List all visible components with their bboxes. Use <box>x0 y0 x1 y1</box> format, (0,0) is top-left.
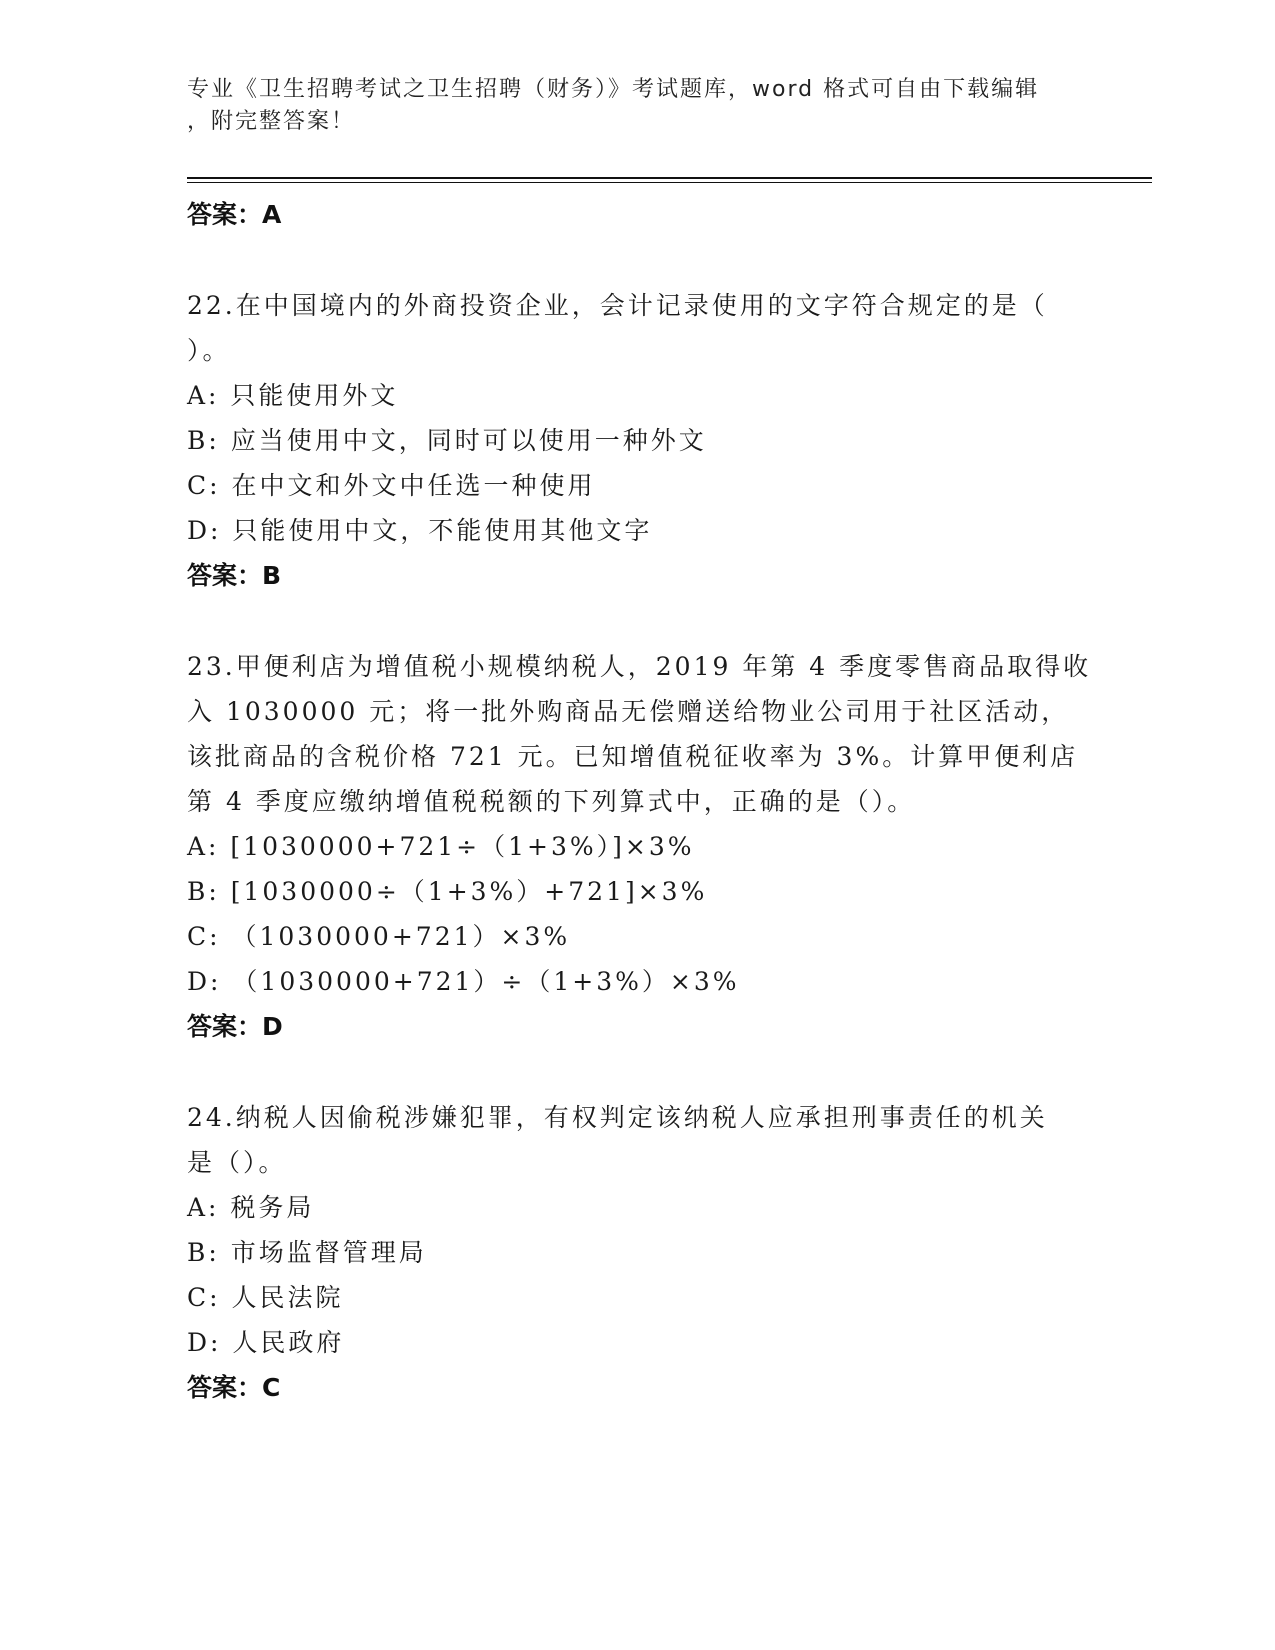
question-stem-line: 23.甲便利店为增值税小规模纳税人，2019 年第 4 季度零售商品取得收 <box>187 652 1092 681</box>
previous-answer: 答案：A <box>187 200 282 229</box>
document-header <box>187 74 1087 138</box>
question-stem-line: 24.纳税人因偷税涉嫌犯罪，有权判定该纳税人应承担刑事责任的机关 <box>187 1103 1048 1132</box>
question-22 <box>187 283 1087 598</box>
question-stem-line: ）。 <box>187 336 231 365</box>
option-b: B: [1030000÷（1+3%）+721]×3% <box>187 877 708 906</box>
option-a: A: 只能使用外文 <box>187 381 399 410</box>
question-list <box>187 192 1092 1410</box>
option-d: D: 人民政府 <box>187 1328 345 1357</box>
question-24 <box>187 1095 1087 1410</box>
question-stem-line: 22.在中国境内的外商投资企业，会计记录使用的文字符合规定的是（ <box>187 291 1048 320</box>
option-c: C: 在中文和外文中任选一种使用 <box>187 471 596 500</box>
option-c: C: 人民法院 <box>187 1283 344 1312</box>
header-rule-thin <box>187 182 1152 183</box>
question-23 <box>187 644 1092 1049</box>
option-d: D: （1030000+721）÷（1+3%）×3% <box>187 967 740 996</box>
option-b: B: 应当使用中文，同时可以使用一种外文 <box>187 426 707 455</box>
option-a: A: 税务局 <box>187 1193 315 1222</box>
option-c: C: （1030000+721）×3% <box>187 922 571 951</box>
header-line-2: ，附完整答案！ <box>187 109 356 134</box>
question-answer: 答案：B <box>187 561 282 590</box>
question-answer: 答案：D <box>187 1012 283 1041</box>
question-stem-line: 是（）。 <box>187 1148 287 1177</box>
option-a: A: [1030000+721÷（1+3%）]×3% <box>187 832 695 861</box>
header-rule-thick <box>187 177 1152 179</box>
option-d: D: 只能使用中文，不能使用其他文字 <box>187 516 653 545</box>
header-line-1: 专业《卫生招聘考试之卫生招聘（财务）》考试题库，word 格式可自由下载编辑 <box>187 77 1040 102</box>
question-answer: 答案：C <box>187 1373 281 1402</box>
question-stem-line: 该批商品的含税价格 721 元。已知增值税征收率为 3%。计算甲便利店 <box>187 742 1079 771</box>
question-stem-line: 第 4 季度应缴纳增值税税额的下列算式中，正确的是（）。 <box>187 787 916 816</box>
question-stem-line: 入 1030000 元；将一批外购商品无偿赠送给物业公司用于社区活动， <box>187 697 1070 726</box>
option-b: B: 市场监督管理局 <box>187 1238 427 1267</box>
